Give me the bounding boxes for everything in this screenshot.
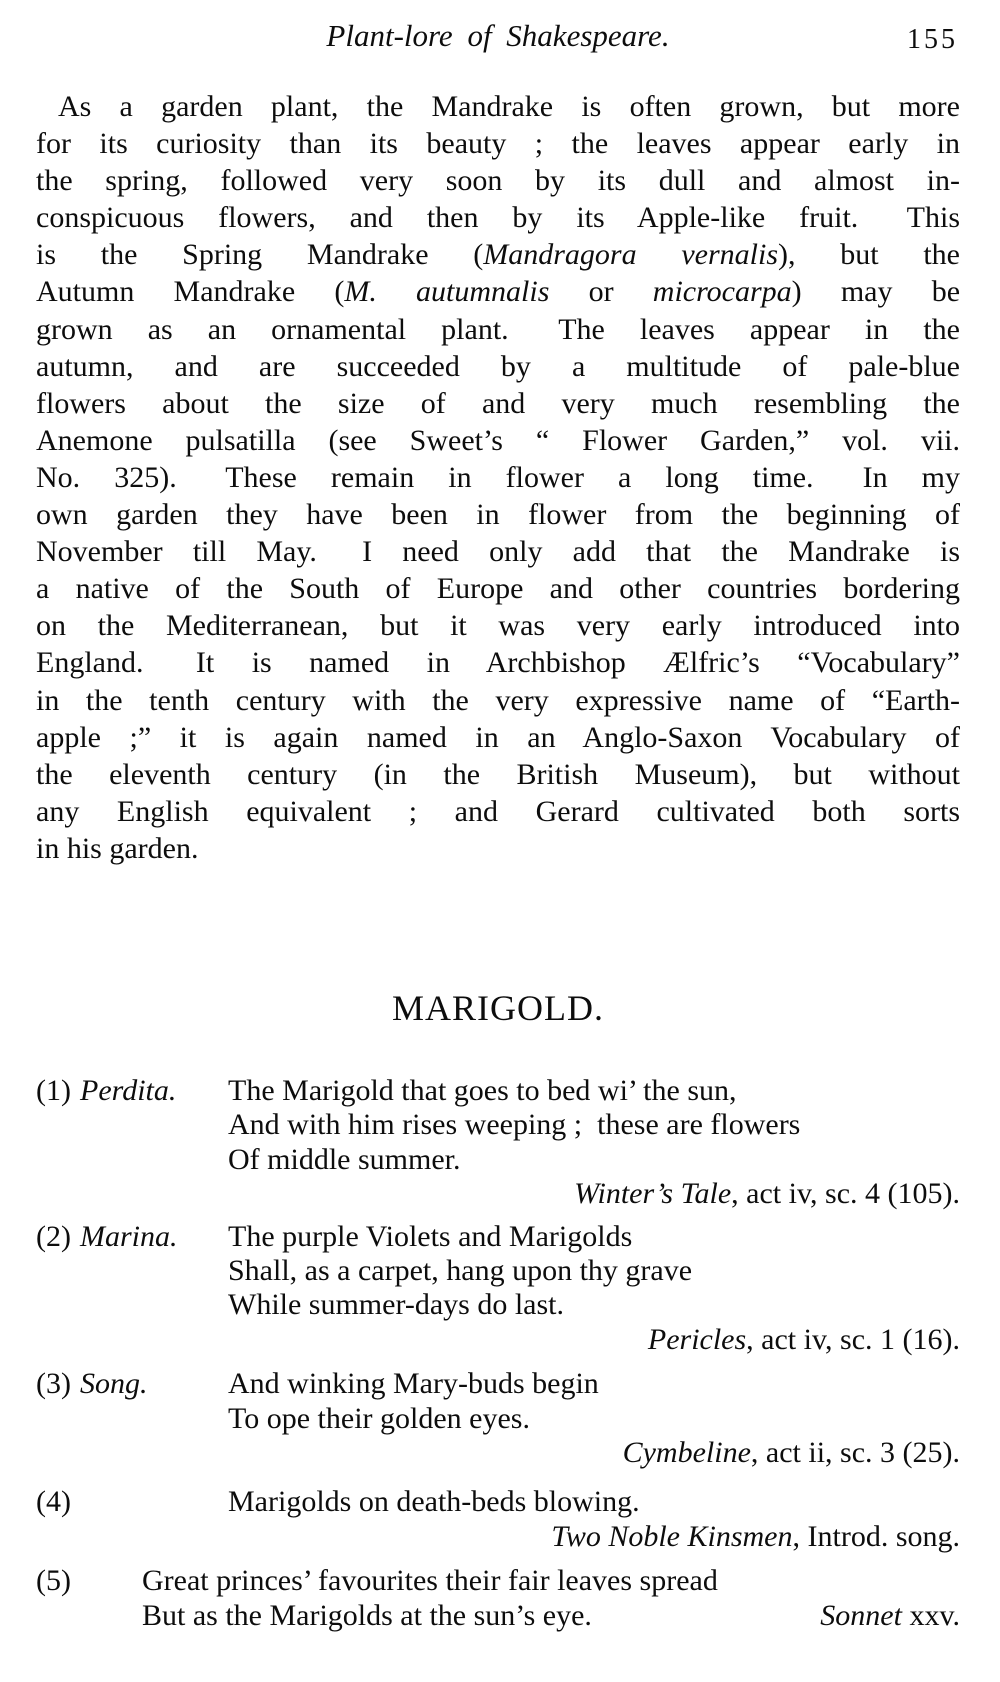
paragraph-line: As a garden plant, the Mandrake is often grown, but more — [58, 90, 960, 123]
paragraph-line: a native of the South of Europe and other countries bordering — [36, 572, 960, 606]
verse-line: Marigolds on death-beds blowing. — [228, 1485, 640, 1519]
verse-line: Great princes’ favourites their fair leaves spread — [142, 1564, 718, 1598]
verse-line: And winking Mary-buds begin — [228, 1367, 599, 1401]
quotation-3 — [36, 1367, 960, 1470]
paragraph-line: in the tenth century with the very expressive name of “Earth- — [36, 683, 960, 717]
verse-line-with-citation — [142, 1599, 960, 1633]
quotation-2 — [36, 1220, 960, 1358]
quote-citation: Winter’s Tale, act iv, sc. 4 (105). — [574, 1177, 960, 1211]
paragraph-line: conspicuous flowers, and then by its Apple-like fruit. This — [36, 201, 960, 235]
paragraph-line: in his garden. — [36, 831, 199, 865]
quote-speaker: Marina. — [80, 1219, 178, 1253]
paragraph-line: Autumn Mandrake (M. autumnalis or microcarpa) may be — [36, 275, 961, 309]
paragraph-line: apple ;” it is again named in an Anglo-Saxon Vocabulary of — [36, 720, 960, 754]
paragraph-line: November till May. I need only add that the Mandrake is — [36, 535, 960, 569]
quotation-5 — [36, 1564, 960, 1633]
paragraph — [36, 88, 960, 867]
verse-line: Of middle summer. — [228, 1142, 461, 1176]
paragraph-line: grown as an ornamental plant. The leaves appear in the — [36, 312, 960, 346]
verse-line: The purple Violets and Marigolds — [228, 1219, 633, 1253]
quotation-1 — [36, 1074, 960, 1212]
verse-line: But as the Marigolds at the sun’s eye. — [142, 1598, 592, 1632]
quote-number: (4) — [36, 1485, 71, 1519]
quote-number: (5) — [36, 1564, 71, 1598]
paragraph-line: is the Spring Mandrake (Mandragora vernalis), but the — [36, 238, 960, 272]
verse-line: The Marigold that goes to bed wi’ the sun, — [228, 1073, 737, 1107]
quote-body — [142, 1564, 960, 1633]
paragraph-line: for its curiosity than its beauty ; the leaves appear early in — [36, 127, 960, 161]
verse-line: And with him rises weeping ; these are flowers — [228, 1108, 801, 1142]
quote-speaker: Perdita. — [80, 1073, 177, 1107]
paragraph-line: any English equivalent ; and Gerard cultivated both sorts — [36, 794, 960, 828]
page-number: 155 — [907, 24, 958, 55]
quote-number: (3) — [36, 1367, 71, 1401]
quote-citation: Pericles, act iv, sc. 1 (16). — [647, 1322, 960, 1356]
quote-number: (1) — [36, 1073, 71, 1107]
quote-speaker — [80, 1485, 228, 1554]
paragraph-line: England. It is named in Archbishop Ælfric’s “Vocabulary” — [36, 646, 960, 680]
paragraph-line: the spring, followed very soon by its dull and almost in- — [36, 164, 960, 198]
quote-body — [228, 1367, 960, 1470]
quotation-4 — [36, 1485, 960, 1554]
quote-body — [228, 1485, 960, 1554]
quote-citation: Two Noble Kinsmen, Introd. song. — [551, 1519, 960, 1553]
quote-citation: Sonnet xxv. — [820, 1598, 960, 1632]
paragraph-line: Anemone pulsatilla (see Sweet’s “ Flower Garden,” vol. vii. — [36, 423, 960, 457]
quote-body — [228, 1220, 960, 1358]
quote-body — [228, 1074, 960, 1212]
quote-speaker: Song. — [80, 1367, 148, 1401]
paragraph-line: flowers about the size of and very much resembling the — [36, 386, 960, 420]
paragraph-line: own garden they have been in flower from the beginning of — [36, 498, 960, 532]
paragraph-line: autumn, and are succeeded by a multitude of pale-blue — [36, 349, 960, 383]
paragraph-line: No. 325). These remain in flower a long time. In my — [36, 460, 960, 494]
quote-number: (2) — [36, 1219, 71, 1253]
quote-citation: Cymbeline, act ii, sc. 3 (25). — [622, 1436, 960, 1470]
paragraph-line: the eleventh century (in the British Museum), but without — [36, 757, 960, 791]
paragraph-line: on the Mediterranean, but it was very early introduced into — [36, 609, 960, 643]
quotations — [36, 1074, 960, 1633]
verse-line: While summer-days do last. — [228, 1288, 564, 1322]
running-title: Plant-lore of Shakespeare. — [326, 18, 670, 53]
section-heading: MARIGOLD. — [392, 987, 604, 1028]
verse-line: Shall, as a carpet, hang upon thy grave — [228, 1254, 693, 1287]
page-header — [36, 14, 960, 62]
verse-line: To ope their golden eyes. — [228, 1401, 530, 1435]
